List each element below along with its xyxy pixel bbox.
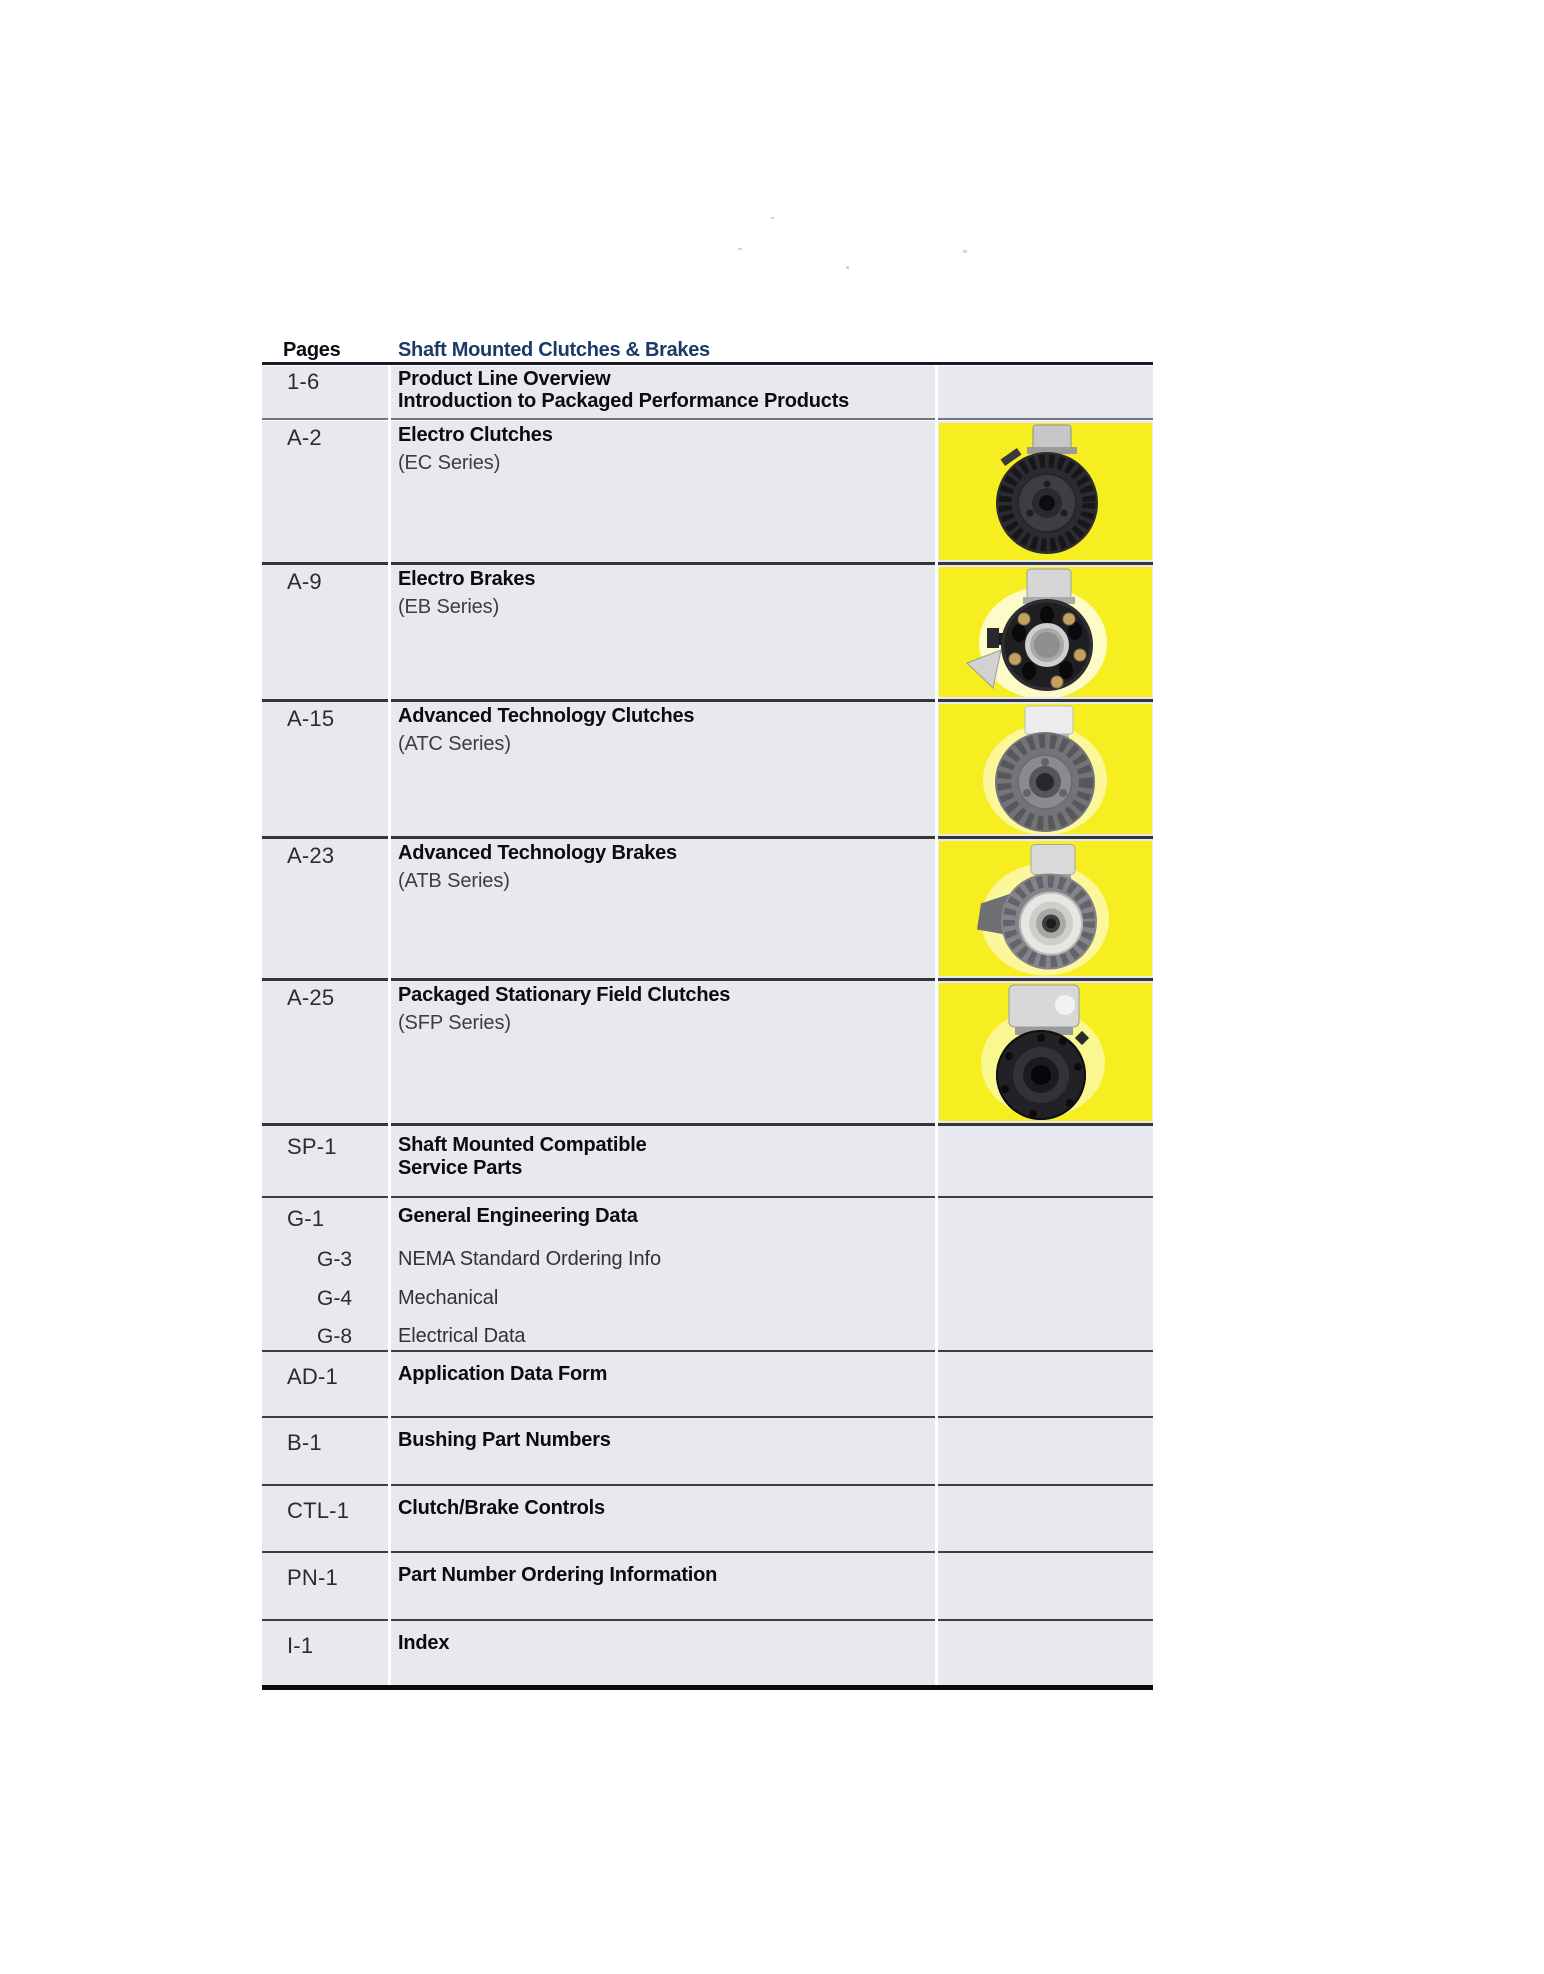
- row-title-line1: Product Line Overview: [398, 368, 611, 390]
- table-bottom-rule: [262, 1685, 1153, 1690]
- row-title: General Engineering Data: [398, 1205, 638, 1227]
- scan-speck: [771, 217, 774, 219]
- page-number: PN-1: [287, 1565, 338, 1590]
- page-number: A-23: [287, 843, 335, 868]
- scan-speck: [963, 250, 967, 253]
- scan-speck: [846, 266, 849, 269]
- sub-page-number: G-3: [317, 1248, 353, 1271]
- toc-row-part-number-ordering-information: [262, 1553, 1153, 1619]
- atc-series-product-photo: [939, 704, 1152, 834]
- electro-clutch-illustration: [939, 423, 1152, 560]
- row-title: Part Number Ordering Information: [398, 1564, 718, 1586]
- sub-page-number: G-4: [317, 1287, 353, 1310]
- row-title: Index: [398, 1632, 450, 1654]
- series-label: (SFP Series): [398, 1012, 511, 1034]
- series-label: (EB Series): [398, 596, 500, 618]
- row-title: Packaged Stationary Field Clutches: [398, 984, 731, 1006]
- series-label: (ATC Series): [398, 733, 511, 755]
- toc-row-overview: [262, 366, 1153, 418]
- sub-item-label: Mechanical: [398, 1287, 499, 1309]
- page-number: CTL-1: [287, 1498, 350, 1523]
- page-number: A-9: [287, 569, 322, 594]
- page-number: I-1: [287, 1633, 314, 1658]
- atc-clutch-illustration: [939, 704, 1152, 834]
- sub-item-label: Electrical Data: [398, 1325, 526, 1347]
- toc-row-general-engineering-data: [262, 1198, 1153, 1350]
- page-number: A-15: [287, 706, 335, 731]
- column-divider: [388, 366, 391, 1685]
- page-number: B-1: [287, 1430, 322, 1455]
- toc-row-electro-clutches: [262, 421, 1153, 562]
- header-rule: [262, 362, 1153, 365]
- row-title: Clutch/Brake Controls: [398, 1497, 605, 1519]
- page-number: A-2: [287, 425, 322, 450]
- toc-row-index: [262, 1621, 1153, 1685]
- scan-speck: [738, 248, 742, 250]
- page-number: SP-1: [287, 1134, 337, 1159]
- page-number: AD-1: [287, 1364, 338, 1389]
- row-separator: [262, 418, 1153, 420]
- ec-series-product-photo: [939, 423, 1152, 560]
- column-divider: [935, 366, 938, 1685]
- row-title-line1: Shaft Mounted Compatible: [398, 1134, 647, 1156]
- sub-page-number: G-8: [317, 1325, 353, 1348]
- row-title: [398, 1134, 647, 1180]
- toc-row-bushing-part-numbers: [262, 1418, 1153, 1484]
- series-label: (ATB Series): [398, 870, 510, 892]
- toc-row-service-parts: [262, 1126, 1153, 1196]
- row-title: Electro Brakes: [398, 568, 536, 590]
- row-title: [398, 369, 849, 412]
- page-number: A-25: [287, 985, 335, 1010]
- atb-series-product-photo: [939, 841, 1152, 976]
- sfp-series-product-photo: [939, 983, 1152, 1121]
- toc-row-packaged-stationary-field-clutches: [262, 981, 1153, 1123]
- section-title: Shaft Mounted Clutches & Brakes: [398, 339, 710, 361]
- sfp-clutch-illustration: [939, 983, 1152, 1121]
- toc-row-advanced-technology-clutches: [262, 702, 1153, 836]
- sub-item-label: NEMA Standard Ordering Info: [398, 1248, 661, 1270]
- toc-row-electro-brakes: [262, 565, 1153, 699]
- row-title: Advanced Technology Brakes: [398, 842, 677, 864]
- series-label: (EC Series): [398, 452, 501, 474]
- toc-row-application-data-form: [262, 1352, 1153, 1416]
- atb-brake-illustration: [939, 841, 1152, 976]
- toc-row-advanced-technology-brakes: [262, 839, 1153, 978]
- row-title: Bushing Part Numbers: [398, 1429, 611, 1451]
- row-title-line2: Service Parts: [398, 1157, 523, 1179]
- pages-column-header: Pages: [283, 339, 341, 361]
- page-number: 1-6: [287, 369, 320, 394]
- row-title-line2: Introduction to Packaged Performance Products: [398, 389, 850, 412]
- electro-brake-illustration: [939, 567, 1152, 697]
- row-title: Electro Clutches: [398, 424, 553, 446]
- row-title: Advanced Technology Clutches: [398, 705, 695, 727]
- page-number: G-1: [287, 1206, 325, 1231]
- eb-series-product-photo: [939, 567, 1152, 697]
- row-title: Application Data Form: [398, 1363, 608, 1385]
- toc-row-clutch-brake-controls: [262, 1486, 1153, 1551]
